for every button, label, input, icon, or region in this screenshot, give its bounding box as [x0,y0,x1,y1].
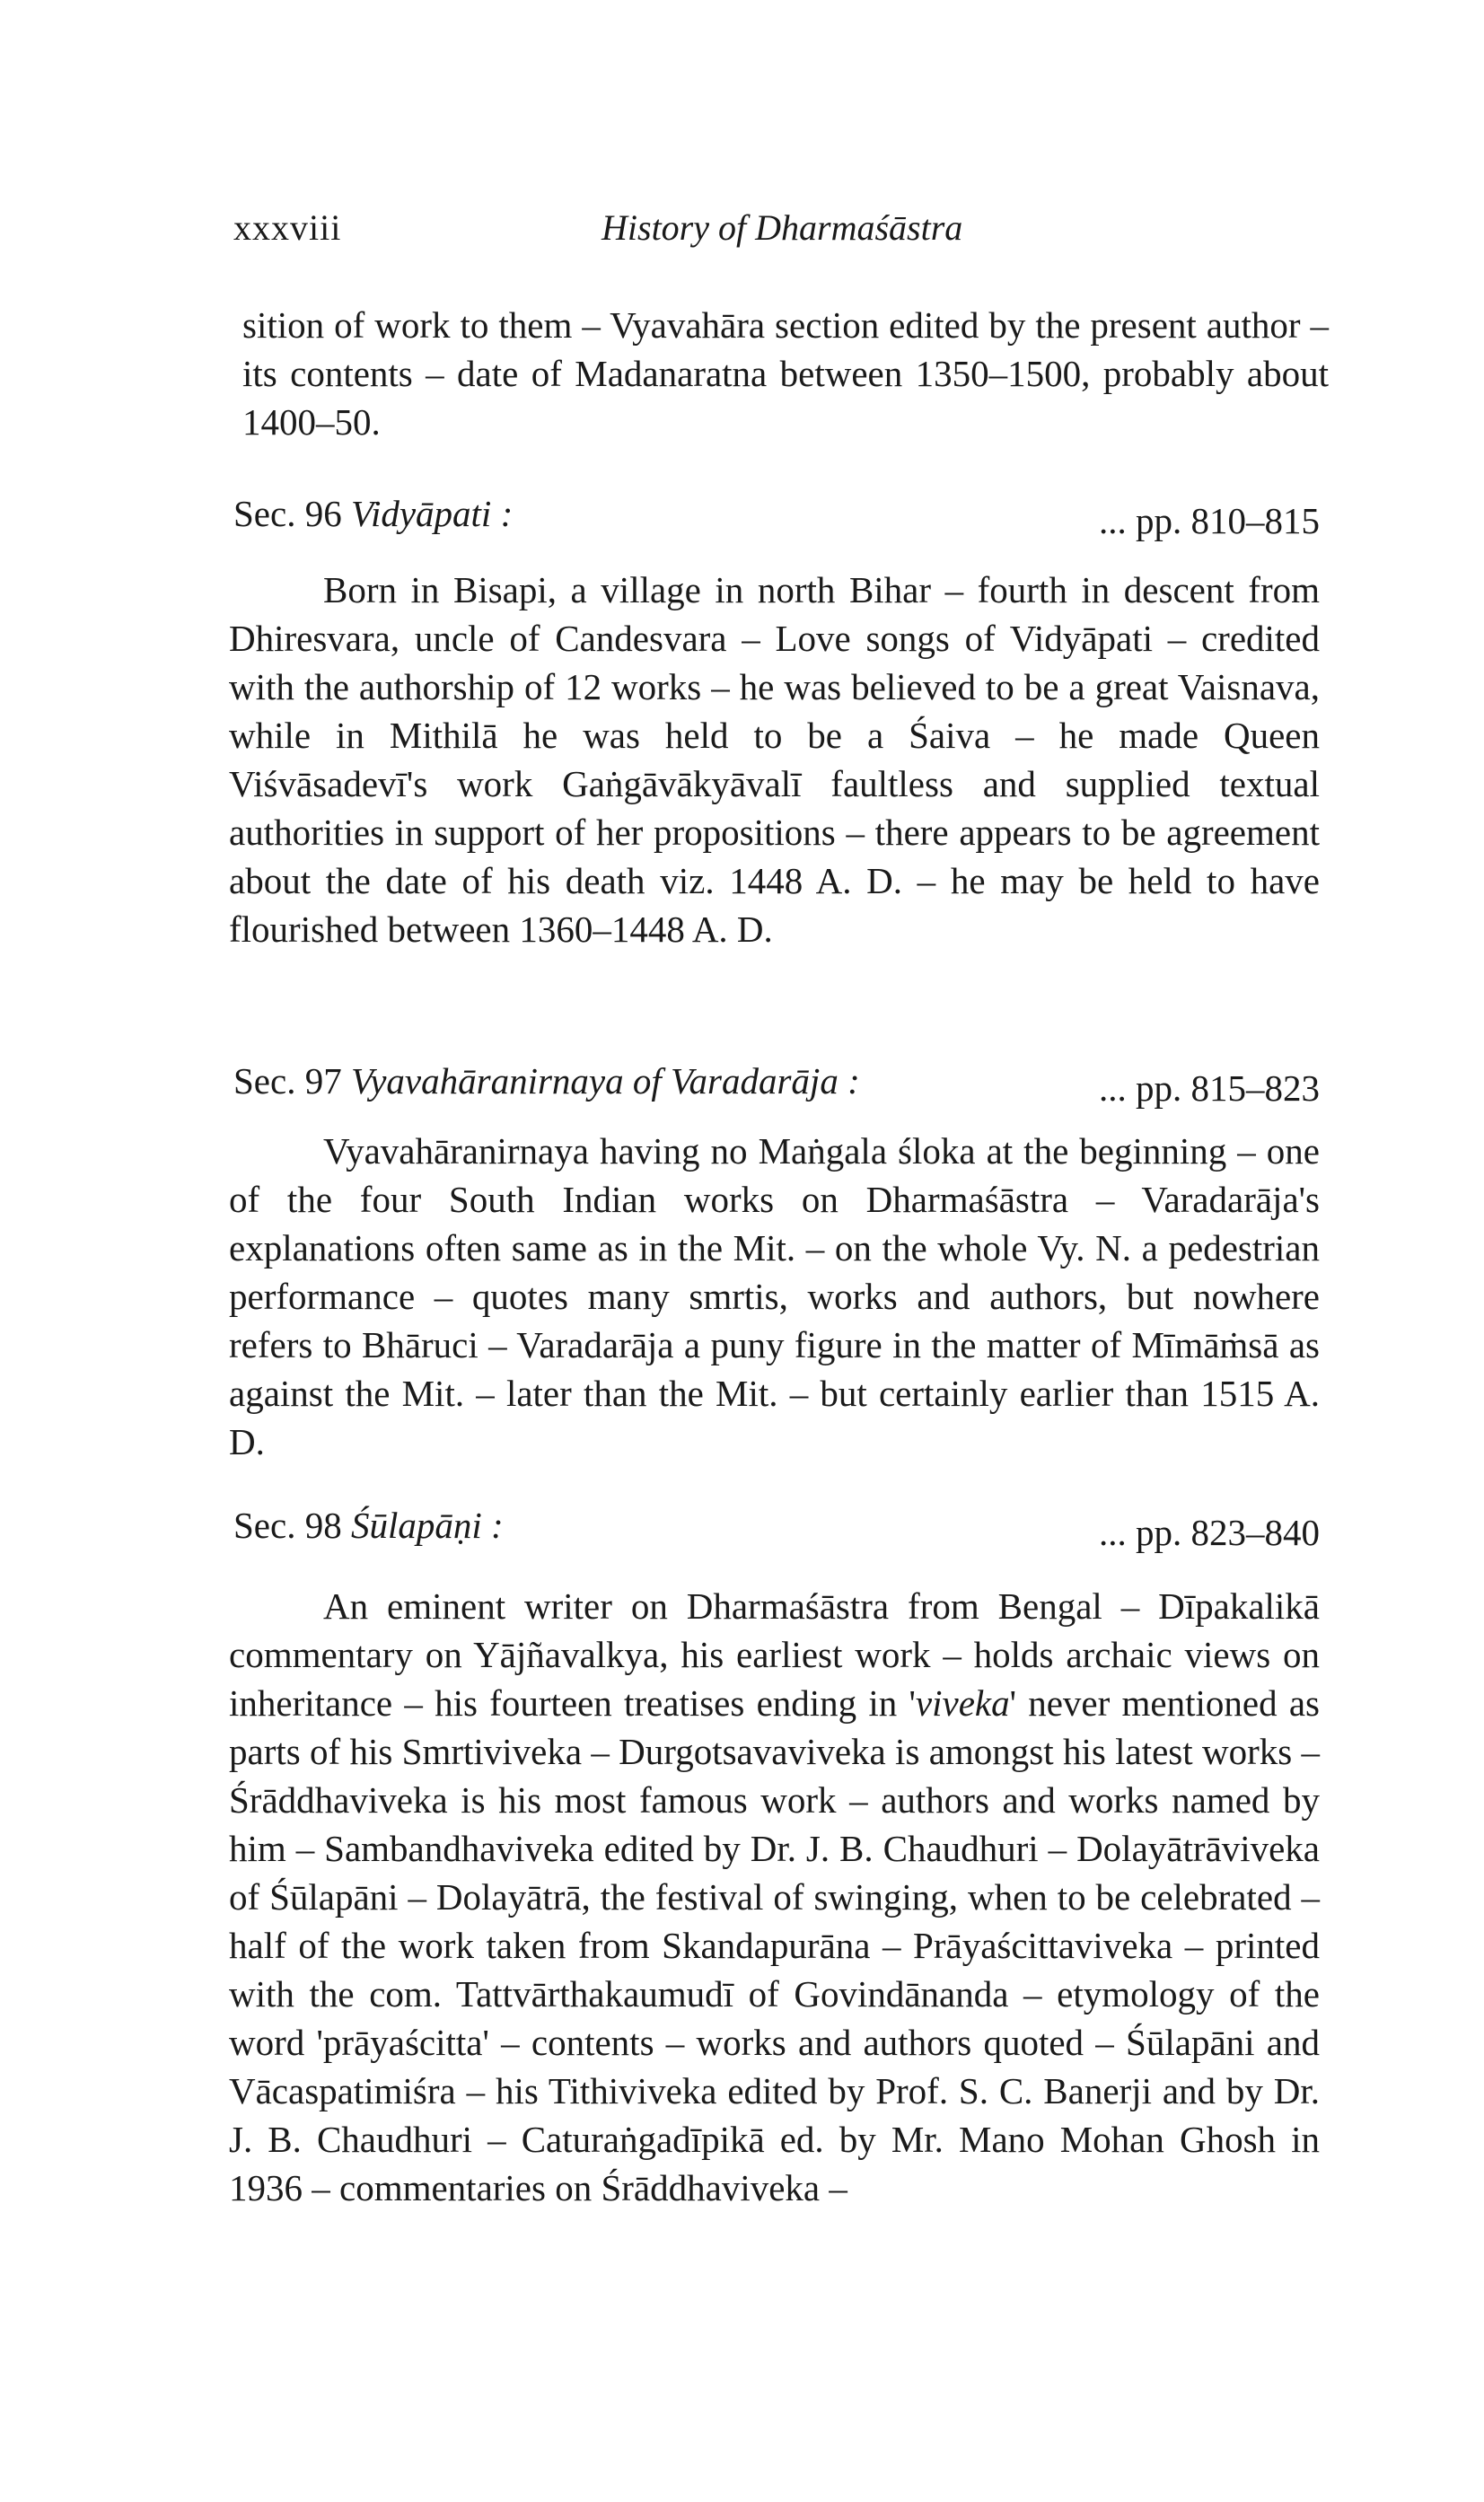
section-heading-97 [233,1059,1320,1113]
summary-text-start: An eminent writer on Dharmaśāstra from Bengal – Dīpakalikā commentary on Yājñavalkya, his earliest work – holds archaic views on inheritance – his fourteen treatises ending in ' [229,1585,1320,1724]
section-number: Sec. 97 [233,1060,342,1102]
section-summary-96: Born in Bisapi, a village in north Bihar – fourth in descent from Dhiresvara, uncle of Candesvara – Love songs of Vidyāpati – credited with the authorship of 12 works – he was believed to be a great Vaisnava, while in Mithilā he was held to be a Śaiva – he made Queen Viśvāsadevī's work Gaṅgāvākyāvalī faultless and supplied textual authorities in support of her propositions – there appears to be agreement about the date of his death viz. 1448 A. D. – he may be held to have flourished between 1360–1448 A. D. [229,569,1320,950]
section-summary-97: Vyavahāranirnaya having no Maṅgala śloka at the beginning – one of the four South Indian works on Dharmaśāstra – Varadarāja's explanations often same as in the Mit. – on the whole Vy. N. a pedestrian performance – quotes many smrtis, works and authors, but nowhere refers to Bhāruci – Varadarāja a puny figure in the matter of Mīmāṁsā as against the Mit. – later than the Mit. – but certainly earlier than 1515 A. D. [229,1130,1320,1462]
continuation-paragraph: sition of work to them – Vyavahāra section edited by the present author – its contents – date of Madanaratna between 1350–1500, probably about 1400–50. [242,304,1329,443]
section-page-range: ... pp. 823–840 [1099,1512,1320,1553]
section-heading-96 [233,492,1320,546]
running-title: History of Dharmaśāstra [602,207,963,248]
section-title: Śūlapāṇi : [350,1505,504,1546]
section-heading-98 [233,1504,1320,1558]
section-label [233,1504,504,1547]
section-label [233,1059,860,1102]
section-number: Sec. 96 [233,493,342,534]
page-header [233,206,1329,260]
section-title: Vidyāpati : [350,493,514,534]
section-title: Vyavahāranirnaya of Varadarāja : [350,1060,860,1102]
section-summary-98 [229,1582,1320,2212]
summary-text-rest: ' never mentioned as parts of his Smrtiviveka – Durgotsavaviveka is amongst his latest works – Śrāddhaviveka is his most famous work – authors and works named by him – Sambandhaviveka edited by Dr. J. B. Chaudhuri – Dolayātrāviveka of Śūlapāni – Dolayātrā, the festival of swinging, when to be celebrated – half of the work taken from Skandapurāna – Prāyaścittaviveka – printed with the com. Tattvārthakaumudī of Govindānanda – etymology of the word 'prāyaścitta' – contents – works and authors quoted – Śūlapāni and Vācaspatimiśra – his Tithiviveka edited by Prof. S. C. Banerji and by Dr. J. B. Chaudhuri – Caturaṅgadīpikā ed. by Mr. Mano Mohan Ghosh in 1936 – commentaries on Śrāddhaviveka – [229,1682,1320,2208]
section-number: Sec. 98 [233,1505,342,1546]
section-label [233,492,513,535]
italic-term: viveka [915,1682,1010,1724]
section-page-range: ... pp. 810–815 [1099,500,1320,541]
page-number: xxxviii [233,207,342,248]
section-page-range: ... pp. 815–823 [1099,1067,1320,1109]
